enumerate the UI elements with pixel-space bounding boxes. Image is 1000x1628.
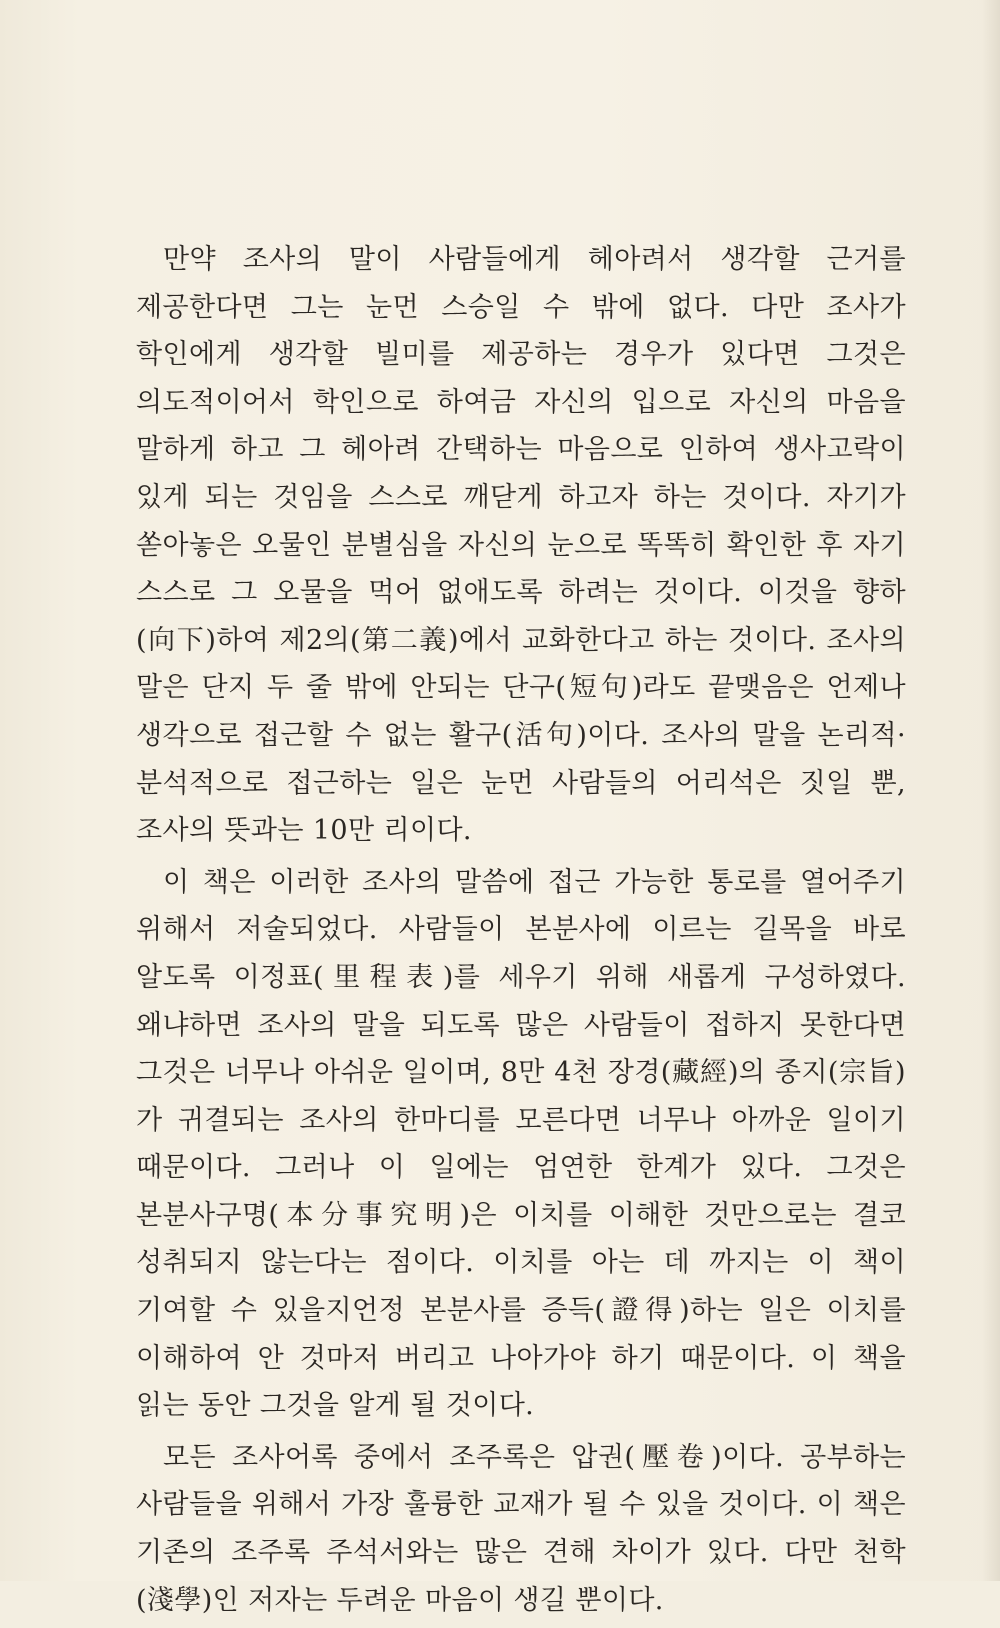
paragraph-1: 만약 조사의 말이 사람들에게 헤아려서 생각할 근거를 제공한다면 그는 눈먼 스승일 수 밖에 없다. 다만 조사가 학인에게 생각할 빌미를 제공하는 경우가 있다면 그것은 의도적이어서 학인으로 하여금 자신의 입으로 자신의 마음을 말하게 하고 그 헤아려 간택하는 마음으로 인하여 생사고락이 있게 되는 것임을 스스로 깨닫게 하고자 하는 것이다. 자기가 쏟아놓은 오물인 분별심을 자신의 눈으로 똑똑히 확인한 후 자기 스스로 그 오물을 먹어 없애도록 하려는 것이다. 이것을 향하(向下)하여 제2의(第二義)에서 교화한다고 하는 것이다. 조사의 말은 단지 두 줄 밖에 안되는 단구(短句)라도 끝맺음은 언제나 생각으로 접근할 수 없는 활구(活句)이다. 조사의 말을 논리적·분석적으로 접근하는 일은 눈먼 사람들의 어리석은 짓일 뿐, 조사의 뜻과는 10만 리이다. xyxy=(136,244,906,847)
paragraph-3: 모든 조사어록 중에서 조주록은 압권(壓卷)이다. 공부하는 사람들을 위해서 가장 훌륭한 교재가 될 수 있을 것이다. 이 책은 기존의 조주록 주석서와는 많은 견해 차이가 있다. 다만 천학(淺學)인 저자는 두려운 마음이 생길 뿐이다. xyxy=(136,1441,906,1616)
body-text xyxy=(136,236,906,1628)
paragraph-2: 이 책은 이러한 조사의 말씀에 접근 가능한 통로를 열어주기 위해서 저술되었다. 사람들이 본분사에 이르는 길목을 바로 알도록 이정표(里程表)를 세우기 위해 새롭게 구성하였다. 왜냐하면 조사의 말을 되도록 많은 사람들이 접하지 못한다면 그것은 너무나 아쉬운 일이며, 8만 4천 장경(藏經)의 종지(宗旨)가 귀결되는 조사의 한마디를 모른다면 너무나 아까운 일이기 때문이다. 그러나 이 일에는 엄연한 한계가 있다. 그것은 본분사구명(本分事究明)은 이치를 이해한 것만으로는 결코 성취되지 않는다는 점이다. 이치를 아는 데 까지는 이 책이 기여할 수 있을지언정 본분사를 증득(證得)하는 일은 이치를 이해하여 안 것마저 버리고 나아가야 하기 때문이다. 이 책을 읽는 동안 그것을 알게 될 것이다. xyxy=(136,866,906,1422)
page-edge-shadow xyxy=(982,0,1000,1581)
